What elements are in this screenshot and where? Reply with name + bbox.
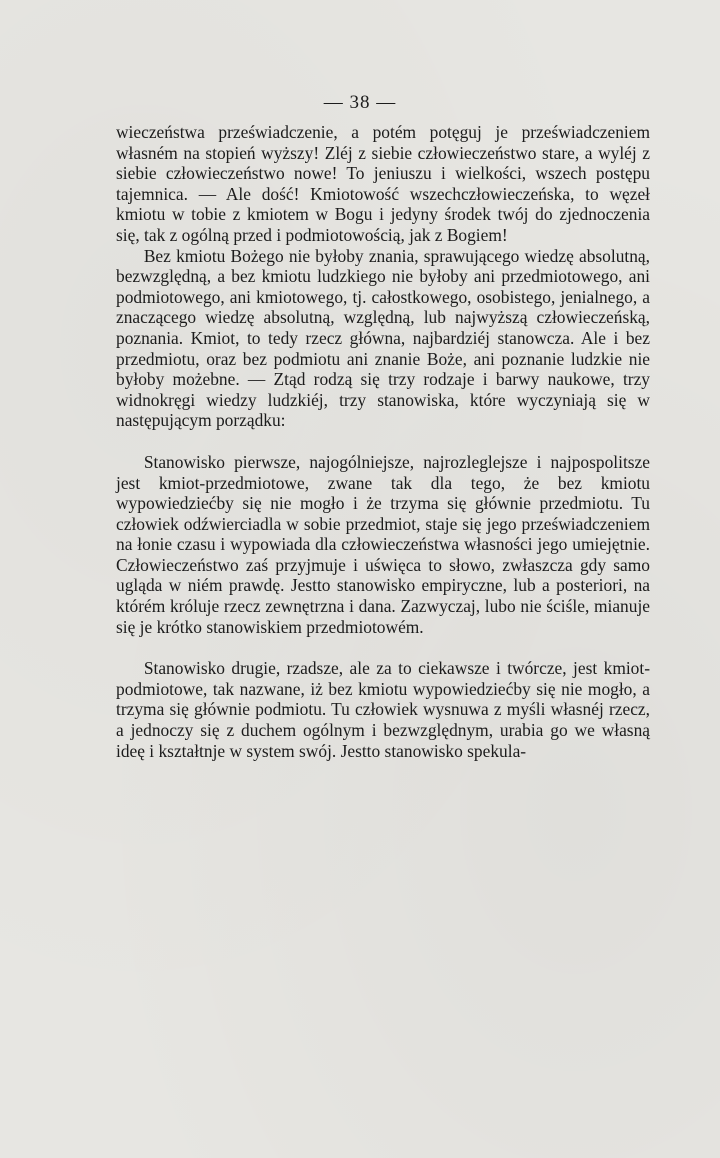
page-number: — 38 — bbox=[323, 92, 397, 113]
page-body bbox=[116, 122, 650, 761]
paragraph: Bez kmiotu Bożego nie byłoby znania, sprawującego wiedzę absolutną, bezwzględną, a bez kmiotu ludzkiego nie byłoby ani przedmiotowego, ani podmiotowego, ani kmiotowego, tj. całostkowego, osobistego, jenialnego, a znaczącego wiedzę absolutną, względną, lub najwyższą człowieczeńską, poznania. Kmiot, to tedy rzecz główna, najbardziéj stanowcza. Ale i bez przedmiotu, oraz bez podmiotu ani znanie Boże, ani poznanie ludzkie nie byłoby możebne. — Ztąd rodzą się trzy rodzaje i barwy naukowe, trzy widnokręgi wiedzy ludzkiéj, trzy stanowiska, które wyczyniają się w następującym porządku: bbox=[116, 245, 650, 431]
paragraph: Stanowisko pierwsze, najogólniejsze, najrozleglejsze i najpospolitsze jest kmiot-przedmiotowe, zwane tak dla tego, że bez kmiotu wypowiedziećby się nie mogło i że trzyma się głównie przedmiotu. Tu człowiek odźwierciadla w sobie przedmiot, staje się jego przeświadczeniem na łonie czasu i wypowiada dla człowieczeństwa własności jego umiejętnie. Człowieczeństwo zaś przyjmuje i uświęca to słowo, zwłaszcza gdy samo ugląda w niém prawdę. Jestto stanowisko empiryczne, lub a posteriori, na którém króluje rzecz zewnętrzna i dana. Zazwyczaj, lubo nie ściśle, mianuje się je krótko stanowiskiem przedmiotowém. bbox=[116, 451, 650, 637]
paragraph: wieczeństwa przeświadczenie, a potém potęguj je przeświadczeniem własném na stopień wyższy! Zléj z siebie człowieczeństwo stare, a wyléj z siebie człowieczeństwo nowe! To jeniuszu i wielkości, wszech postępu tajemnica. — Ale dość! Kmiotowość wszechczłowieczeńska, to węzeł kmiotu w tobie z kmiotem w Bogu i jedyny środek twój do zjednoczenia się, tak z ogólną przed i podmiotowością, jak z Bogiem! bbox=[116, 122, 650, 245]
paragraph: Stanowisko drugie, rzadsze, ale za to ciekawsze i twórcze, jest kmiot-podmiotowe, tak nazwane, iż bez kmiotu wypowiedziećby się nie mogło, a trzyma się głównie podmiotu. Tu człowiek wysnuwa z myśli własnéj rzecz, a jednoczy się z duchem ogólnym i bezwzględnym, urabia go we własną ideę i kształtnje w system swój. Jestto stanowisko spekula- bbox=[116, 658, 650, 761]
